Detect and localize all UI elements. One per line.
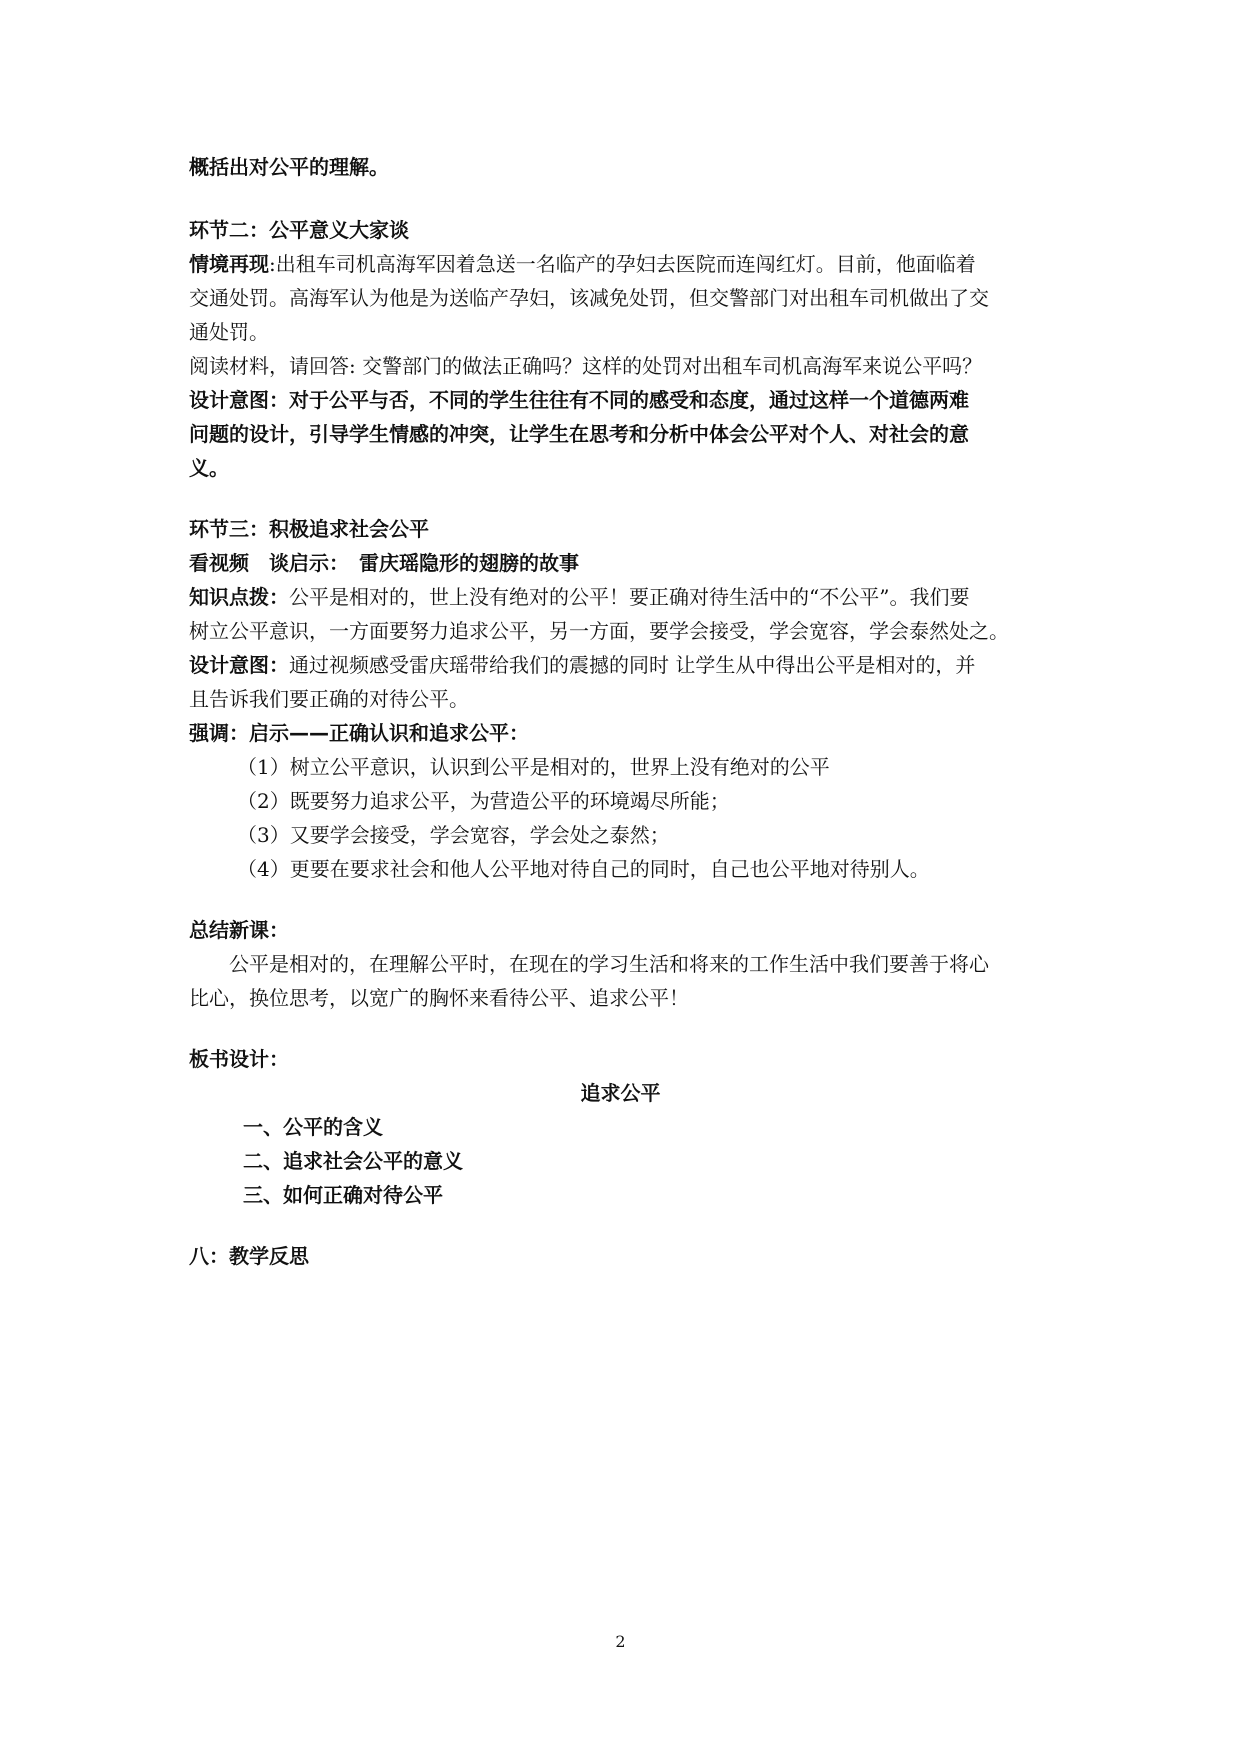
board-item: 三、如何正确对待公平 xyxy=(243,1183,443,1207)
section-heading: 环节三：积极追求社会公平 xyxy=(189,517,429,541)
inline-text: :出租车司机高海军因着急送一名临产的孕妇去医院而连闯红灯。目前，他面临着 xyxy=(269,252,976,276)
paragraph-line xyxy=(189,248,1059,280)
paragraph-line: 设计意图：对于公平与否，不同的学生往往有不同的感受和态度，通过这样一个道德两难 xyxy=(189,388,969,412)
paragraph-line: 阅读材料，请回答: 交警部门的做法正确吗？这样的处罚对出租车司机高海军来说公平吗？ xyxy=(189,354,983,378)
paragraph-line: 且告诉我们要正确的对待公平。 xyxy=(189,687,469,711)
board-item: 二、追求社会公平的意义 xyxy=(243,1149,463,1173)
paragraph-line: 交通处罚。高海军认为他是为送临产孕妇，该减免处罚，但交警部门对出租车司机做出了交 xyxy=(189,286,989,310)
page-number: 2 xyxy=(615,1632,626,1651)
list-item: （3）又要学会接受，学会宽容，学会处之泰然； xyxy=(237,823,670,847)
board-title: 追求公平 xyxy=(580,1081,661,1105)
section-heading: 总结新课： xyxy=(189,918,289,942)
paragraph-line xyxy=(189,649,1059,681)
section-heading: 板书设计： xyxy=(189,1047,289,1071)
paragraph-line: 看视频 谈启示： 雷庆瑶隐形的翅膀的故事 xyxy=(189,551,579,575)
inline-label: 知识点拨： xyxy=(189,585,289,609)
paragraph-line: 树立公平意识，一方面要努力追求公平，另一方面，要学会接受，学会宽容，学会泰然处之。 xyxy=(189,619,1009,643)
paragraph-line: 通处罚。 xyxy=(189,320,269,344)
board-item: 一、公平的含义 xyxy=(243,1115,383,1139)
list-item: （1）树立公平意识，认识到公平是相对的，世界上没有绝对的公平 xyxy=(237,755,830,779)
paragraph-line: 问题的设计，引导学生情感的冲突，让学生在思考和分析中体会公平对个人、对社会的意 xyxy=(189,422,969,446)
paragraph-line xyxy=(189,581,1059,613)
section-heading: 八：教学反思 xyxy=(189,1244,309,1268)
list-item: （2）既要努力追求公平，为营造公平的环境竭尽所能； xyxy=(237,789,730,813)
inline-label: 情境再现 xyxy=(189,252,269,276)
inline-label: 设计意图： xyxy=(189,653,289,677)
inline-text: 通过视频感受雷庆瑶带给我们的震撼的同时 让学生从中得出公平是相对的，并 xyxy=(289,653,976,677)
paragraph-line: 强调：启示——正确认识和追求公平： xyxy=(189,721,529,745)
list-item: （4）更要在要求社会和他人公平地对待自己的同时，自己也公平地对待别人。 xyxy=(237,857,930,881)
paragraph-line: 概括出对公平的理解。 xyxy=(189,155,389,179)
inline-text: 公平是相对的，世上没有绝对的公平！要正确对待生活中的“不公平”。我们要 xyxy=(289,585,970,609)
paragraph-line: 公平是相对的，在理解公平时，在现在的学习生活和将来的工作生活中我们要善于将心 xyxy=(189,952,989,976)
section-heading: 环节二：公平意义大家谈 xyxy=(189,218,409,242)
paragraph-line: 比心，换位思考，以宽广的胸怀来看待公平、追求公平！ xyxy=(189,986,689,1010)
paragraph-line: 义。 xyxy=(189,456,229,480)
